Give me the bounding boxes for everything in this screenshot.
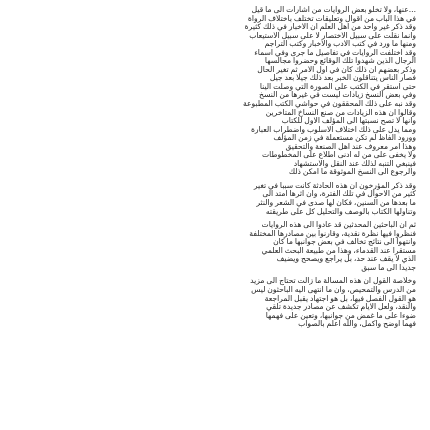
paragraph-1 — [14, 6, 416, 177]
text-line: وتناولها الكتاب بالوصف والتحليل كل على طريقته — [265, 207, 416, 216]
text-line: هو القول الفصل فيها، بل هو اجتهاد يقبل المراجعة — [264, 294, 416, 303]
text-line: وورود الفاظ لم تكن مستعملة في زمن المؤلف — [273, 134, 416, 143]
text-line: والنقد، ولعل الايام تكشف عن مصادر جديدة تلقي — [266, 303, 416, 312]
paragraph-3 — [14, 221, 416, 272]
text-line: ومما يدل على ذلك اختلاف الاسلوب واضطراب العبارة — [250, 125, 416, 134]
text-line: ما بعدها من السنين، فكان لها صدى في الشعر والنثر — [256, 199, 416, 208]
text-line: مستقرا عند القدماء، وهذا من طبيعة البحث العلمي — [261, 246, 416, 255]
paragraph-4 — [14, 277, 416, 328]
text-line: وانتهوا الى نتائج تخالف في بعض جوانبها ما كان — [273, 238, 416, 247]
text-line: وفي بعض النسخ زيادات ليست في غيرها من النسخ — [259, 91, 416, 100]
text-line: كثير من الاحوال في تلك الفترة، وان اثرها امتد الى — [262, 190, 416, 199]
text-line: وانها لا تصح نسبتها الى المؤلف الاول للكتاب — [281, 117, 416, 126]
text-line: وذكر بعضهم ان ذلك كان في اول الامر ثم تغير الحال — [257, 65, 416, 74]
text-line: وخلاصة القول ان هذه المسألة ما زالت تحتاج الى مزيد — [250, 277, 416, 286]
text-line: وقالوا ان هذه الزيادات من صنع النساخ المتأخرين — [265, 108, 416, 117]
paragraph-2 — [14, 182, 416, 216]
text-line: وهذا امر معروف عند اهل الصنعة والتحقيق — [285, 142, 416, 151]
text-line: الذي لا يقف عند حد، بل يراجع ويصحح ويضيف — [276, 255, 416, 264]
text-line: فينبغي التنبه لذلك عند النقل والاستشهاد — [293, 159, 416, 168]
text-line: ثم ان الباحثين المحدثين قد عادوا الى هذه الروايات — [261, 221, 416, 230]
text-line: وقد اختلفت الروايات في تفاصيل ما جرى وفي اسماء — [254, 48, 416, 57]
text-line: والرجوع الى النسخ الموثوقة ما امكن ذلك — [288, 168, 416, 177]
text-line: جديدا الى ما سبق — [361, 263, 416, 272]
text-line: حتى استقر في الكتب على الصورة التي وصلت الينا — [259, 82, 416, 91]
text-line: وانما نقلت على سبيل الاختصار لا على سبيل الاستيعاب — [249, 31, 416, 40]
text-line: الرجال الذين شهدوا تلك الوقائع وحضروا مجالسها — [264, 57, 416, 66]
text-line: في هذا الباب من اقوال وتعليقات تختلف باختلاف الرواة — [247, 14, 416, 23]
text-line: ومنها ما ورد في كتب الادب والاخبار وكتب التراجم — [264, 40, 416, 49]
text-line: ضوءا على ما غمض من جوانبها، وتعين على فهمها — [265, 311, 416, 320]
text-line: ...عنها، ولا تخلو بعض الروايات من اشارات الى ما قيل — [251, 6, 416, 14]
text-line: من الدرس والتمحيص، وان ما انتهى اليه الباحثون ليس — [251, 285, 416, 294]
text-line: فصار الناس يتناقلون الخبر بعد ذلك جيلا بعد جيل — [269, 74, 416, 83]
text-line: وقد نبه على ذلك المحققون في حواشي الكتب المطبوعة — [242, 100, 416, 109]
text-line: وقد ذكر المؤرخون ان هذه الحادثة كانت سببا في تغير — [253, 181, 416, 190]
text-line: وقد ذكر غير واحد من اهل العلم ان الاخبار في ذلك كثيرة — [244, 23, 416, 32]
text-line: ولا يخفى على من له ادنى اطلاع على المخطوطات — [261, 151, 416, 160]
text-line: فهما اوضح واكمل، والله اعلم بالصواب — [298, 320, 416, 329]
text-line: فنظروا فيها نظرة نقدية، وقارنوا بين مصادرها المختلفة — [249, 229, 416, 238]
